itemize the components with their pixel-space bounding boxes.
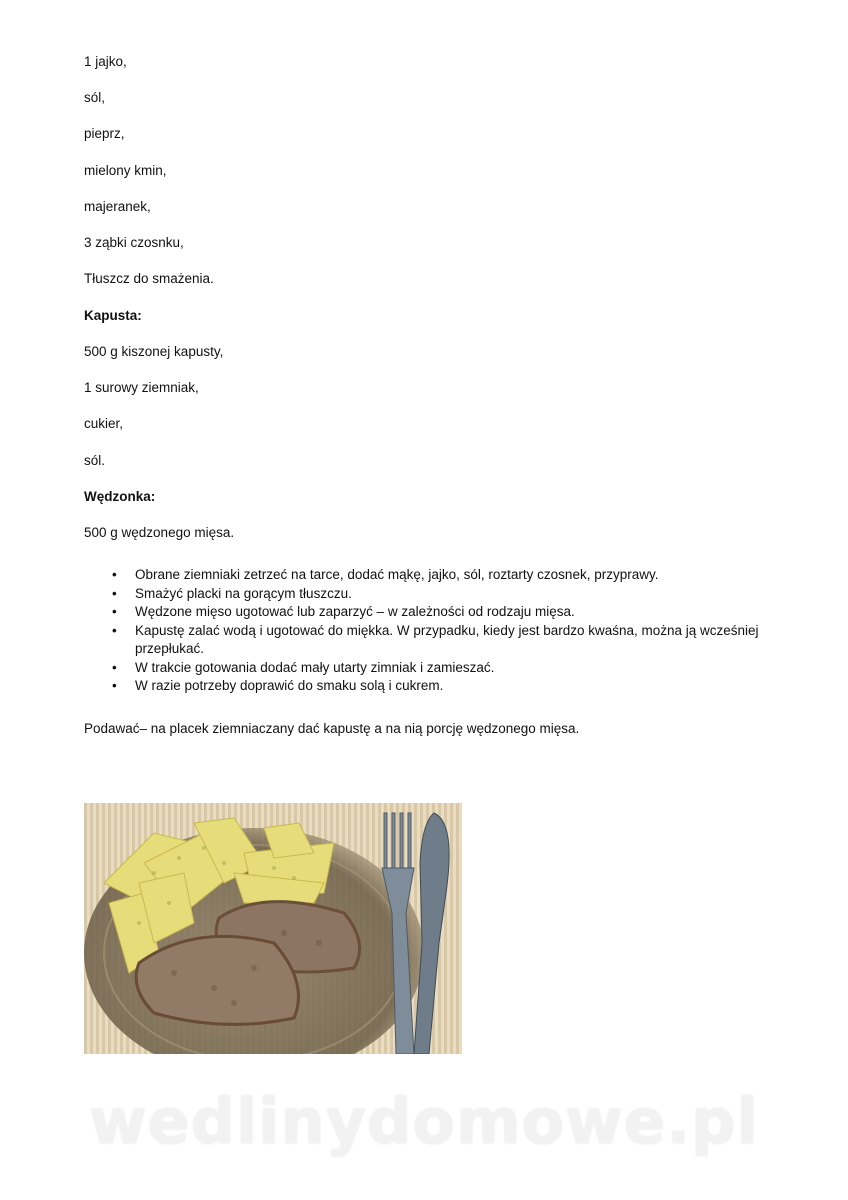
section-heading-kapusta: Kapusta: [84,308,142,323]
bullet: • [112,659,117,675]
ingredient-line: Tłuszcz do smażenia. [84,271,214,286]
preparation-steps [84,566,804,696]
step-item [84,677,804,696]
ingredient-line: 1 jajko, [84,54,127,69]
ingredient-line: mielony kmin, [84,163,167,178]
step-text: W trakcie gotowania dodać mały utarty zimniak i zamieszać. [135,659,495,675]
step-item [84,566,804,585]
step-item [84,622,804,659]
step-text: Kapustę zalać wodą i ugotować do miękka. W przypadku, kiedy jest bardzo kwaśna, można ją wcześniej przepłukać. [135,622,759,656]
bullet: • [112,678,117,693]
ingredient-line: 3 ząbki czosnku, [84,235,184,250]
ingredient-line: sól, [84,90,106,105]
section-heading-wedzonka: Wędzonka: [84,489,156,504]
bullet: • [112,585,117,601]
bullet: • [112,604,117,619]
step-item [84,585,804,604]
ingredient-line: 1 surowy ziemniak, [84,380,199,395]
step-text: Wędzone mięso ugotować lub zaparzyć – w zależności od rodzaju mięsa. [135,604,575,619]
ingredient-line: 500 g wędzonego mięsa. [84,525,235,540]
bullet: • [112,567,117,582]
dish-photo [84,803,462,1054]
bullet: • [112,622,117,638]
ingredient-line: majeranek, [84,199,151,214]
ingredient-line: cukier, [84,416,124,431]
step-item [84,603,804,622]
ingredient-line: pieprz, [84,126,125,141]
step-text: Obrane ziemniaki zetrzeć na tarce, dodać mąkę, jajko, sól, roztarty czosnek, przyprawy. [135,567,659,582]
step-text: W razie potrzeby doprawić do smaku solą i cukrem. [135,678,444,693]
step-item [84,659,804,678]
ingredient-line: sól. [84,453,106,468]
step-text: Smażyć placki na gorącym tłuszczu. [135,585,352,601]
serving-note: Podawać– na placek ziemniaczany dać kapustę a na nią porcję wędzonego mięsa. [84,721,580,736]
watermark-text: wedlinydomowe.pl [89,1085,759,1158]
ingredient-line: 500 g kiszonej kapusty, [84,344,224,359]
